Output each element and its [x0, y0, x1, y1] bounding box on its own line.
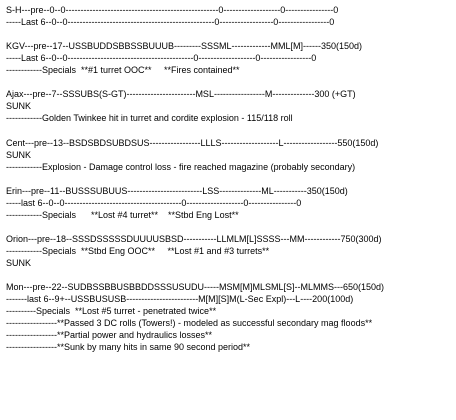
log-line: -----------------**Passed 3 DC rolls (Towers!) - modeled as successful secondary mag floods**	[6, 318, 373, 329]
log-line: -----last 6--0--0---------------------------------------0-------------------0----------------0	[6, 197, 302, 208]
log-line: ------------Specials **Lost #4 turret** **Stbd Eng Lost**	[6, 209, 239, 220]
log-line: Erin---pre--11--BUSSSUBUUS-------------------------LSS--------------ML-----------350(150d)	[6, 185, 348, 196]
log-line: Mon---pre--22--SUDBSSBBUSBBDDSSSUSUDU-----MSM[M]MLSML[S]--MLMMS---650(150d)	[6, 282, 385, 293]
log-line: ----------Specials **Lost #5 turret - penetrated twice**	[6, 306, 217, 317]
log-line: Orion---pre--18--SSSDSSSSSDUUUUSBSD-----------LLMLM[L]SSSS---MM------------750(300d)	[6, 233, 382, 244]
log-line: ------------Specials **#1 turret OOC** **Fires contained**	[6, 65, 240, 76]
log-line: -----------------**Sunk by many hits in same 90 second period**	[6, 342, 251, 353]
log-line: ------------Specials **Stbd Eng OOC** **Lost #1 and #3 turrets**	[6, 246, 270, 256]
log-line: Cent---pre--13--BSDSBDSUBDSUS-----------------LLLS-------------------L------------------550(150d)	[6, 137, 379, 148]
log-line: -----------------**Partial power and hydraulics losses**	[6, 330, 213, 341]
log-line: ------------Explosion - Damage control loss - fire reached magazine (probably secondary)	[6, 161, 356, 172]
log-line: SUNK	[6, 258, 32, 269]
log-line: SUNK	[6, 149, 32, 160]
log-line: -----Last 6--0--0-------------------------------------------------0------------------0-----------------0	[6, 17, 335, 28]
log-line: S-H---pre--0--0---------------------------------------------------0-------------------0----------------0	[6, 5, 339, 15]
log-line: ------------Golden Twinkee hit in turret and cordite explosion - 115/118 roll	[6, 113, 293, 124]
log-line: -------last 6--9+--USSBUSUSB------------------------M[M][S]M(L-Sec Expl)---L----200(100d)	[6, 294, 354, 305]
log-line: SUNK	[6, 101, 32, 112]
log-line: Ajax---pre--7--SSSUBS(S-GT)-----------------------MSL-----------------M--------------300 (+GT)	[6, 89, 356, 100]
log-line: KGV---pre--17--USSBUDDSBBSSBUUUB---------SSSML-------------MML[M]------350(150d)	[6, 41, 362, 52]
log-line: -----Last 6--0--0------------------------------------------0-------------------0-----------------0	[6, 53, 317, 64]
